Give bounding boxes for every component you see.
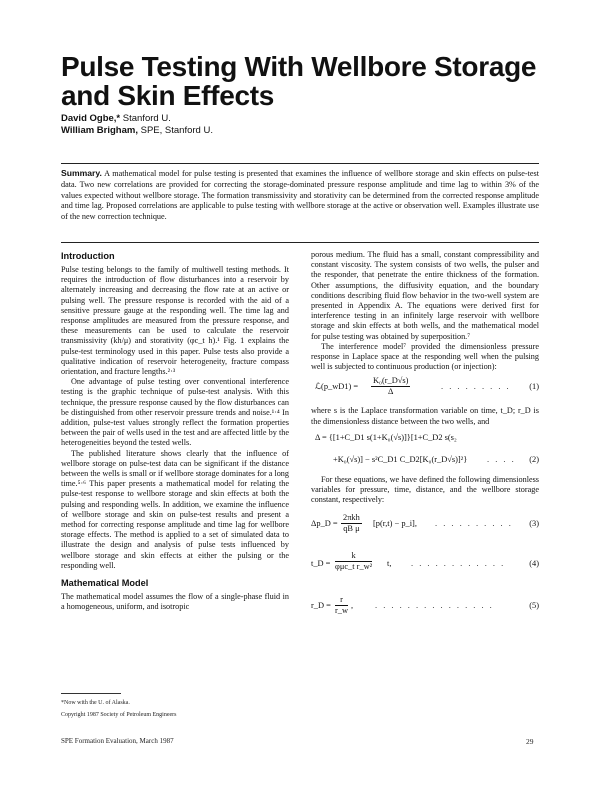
author-2-name: William Brigham,	[61, 125, 138, 136]
intro-heading: Introduction	[61, 251, 115, 261]
right-paragraph-4: For these equations, we have defined the following dimensionless variables for pressure, time, distance, and the wellbore storage constant, respectively:	[311, 474, 539, 505]
eq1-denominator: Δ	[388, 387, 394, 397]
eq1-leader-dots: . . . . . . . . .	[441, 382, 511, 392]
summary-label: Summary.	[61, 168, 102, 178]
author-2-affiliation: SPE, Stanford U.	[140, 125, 213, 136]
eq4-number: (4)	[529, 559, 539, 569]
author-1	[61, 113, 541, 125]
eq4-lhs: t_D =	[311, 559, 331, 569]
right-paragraph-1: porous medium. The fluid has a small, constant compressibility and constant viscosity. The system consists of two wells, the pulser and the responder, that penetrate the entire thickness of the formation. Other assumptions, the diffusivity equation, and the boundary conditions describing fluid flow behavior in the two-well system are presented in Appendix A. The equations were derived first for interference testing in an infinitely large reservoir with wellbore storage and skin effects at both wells, and the mathematical model for pulse testing was obtained by superposition.⁷	[311, 250, 539, 341]
eq4-leader-dots: . . . . . . . . . . . .	[411, 559, 506, 569]
author-1-affiliation: Stanford U.	[122, 113, 171, 124]
eq5-numerator: r	[335, 595, 348, 606]
eq5-rhs: ,	[351, 601, 354, 611]
eq2-leader-dots: . . . .	[487, 454, 516, 464]
eq4-numerator: k	[335, 551, 372, 562]
eq3-leader-dots: . . . . . . . . . .	[435, 519, 513, 529]
eq5-denominator: r_w	[335, 606, 349, 616]
equation-4	[311, 551, 539, 581]
intro-paragraph-3: The published literature shows clearly that the influence of wellbore storage on pulse-test data can be significant if the distance between the wells is small or if wellbore storage dominates for a long time.⁵·⁶ This paper presents a mathematical model for relating the pulse-test response to wellbore storage and skin effects at both the pulsing and responding wells. In addition, we examine the influence of wellbore storage and skin on pulse-test results and present a method for correcting response amplitude and time lag for wellbore storage effects. The method is applied to a set of simulated data to illustrate the design and analysis of pulse tests influenced by wellbore storage and skin effects at either the pulsing or the responding well.	[61, 448, 289, 570]
left-column	[61, 250, 289, 613]
intro-paragraph-2: One advantage of pulse testing over conventional interference testing is the graphic technique of pulse-test analysis. With this technique, the pressure response caused by the flow disturbances can be distinguished from other reservoir pressure trends and noise.¹·⁴ In addition, pulse-test values strongly reflect the formation properties between the pair of wells used in the test and are affected little by the heterogeneities beyond the tested wells.	[61, 377, 289, 448]
equation-1	[311, 376, 539, 402]
eq3-denominator: qB μ	[343, 524, 360, 534]
eq1-numerator: K₀(r_D√s)	[373, 376, 409, 386]
eq5-lhs: r_D =	[311, 601, 331, 611]
author-list	[61, 113, 541, 137]
eq3-fraction	[341, 513, 362, 534]
equation-2	[311, 431, 539, 471]
eq3-lhs: Δp_D =	[311, 519, 338, 529]
page-number: 29	[526, 737, 534, 746]
eq1-number: (1)	[529, 382, 539, 392]
eq5-leader-dots: . . . . . . . . . . . . . . .	[375, 601, 494, 611]
eq4-denominator: φμc_t r_w²	[335, 562, 373, 572]
journal-footer: SPE Formation Evaluation, March 1987	[61, 737, 174, 745]
footnotes	[61, 697, 289, 721]
summary-text: A mathematical model for pulse testing is presented that examines the influence of wellbore storage and skin effects on pulse-test data. Two new correlations are provided for correcting the storage-dominated pressure response amplitude and time lag to within 3% of the values expected without wellbore storage. The formation transmissivity and storativity can be determined from the corrected response amplitude and time lag. Proposed correlations are applicable to pulse testing with wellbore storage at the active or observation well. Examples illustrate use of the new correction technique.	[61, 169, 539, 222]
right-paragraph-2: The interference model⁷ provided the dimensionless pressure response in Laplace space at the responding well when the pulsing well is subjected to continuous production (or injection):	[311, 341, 539, 372]
summary-bottom-rule	[61, 242, 539, 243]
footnote-affiliation: *Now with the U. of Alaska.	[61, 700, 130, 706]
footnote-rule	[61, 693, 121, 694]
right-paragraph-3: where s is the Laplace transformation variable on time, t_D; r_D is the dimensionless distance between the two wells, and	[311, 406, 539, 426]
summary-block	[61, 168, 539, 223]
eq1-fraction	[371, 376, 410, 397]
paper-title: Pulse Testing With Wellbore Storage and Skin Effects	[61, 51, 537, 111]
eq3-number: (3)	[529, 519, 539, 529]
summary-top-rule	[61, 163, 539, 164]
author-2	[61, 125, 541, 137]
equation-5	[311, 595, 539, 621]
eq3-numerator: 2πkh	[343, 513, 360, 523]
eq5-fraction	[335, 595, 348, 616]
eq4-fraction	[335, 551, 372, 572]
model-paragraph-1: The mathematical model assumes the flow of a single-phase fluid in a homogeneous, uniform, and isotropic	[61, 592, 289, 612]
model-heading: Mathematical Model	[61, 578, 149, 589]
eq1-lhs: ℒ(p_wD1) =	[315, 382, 359, 392]
eq2-number: (2)	[529, 454, 539, 464]
eq3-rhs: [p(r,t) − p_i],	[373, 519, 417, 529]
intro-paragraph-1: Pulse testing belongs to the family of multiwell testing methods. It requires the introduction of flow disturbances into a reservoir by alternately increasing and decreasing the flow rate at an active or pulsing well. The pressure response is recorded with the aid of a sensitive pressure gauge at the responding well. The time lag and response amplitudes are measured from the pressure response, and these measurements can be used to calculate the reservoir transmissivity (kh/μ) and storativity (φc_t h).¹ Fig. 1 explains the pulse-test terminology used in this paper. Pulse tests also provide a qualitative indication of reservoir heterogeneity, fracture compass orientation, and fracture lengths.²·³	[61, 265, 289, 377]
eq2-line-2: +K₀(√s)] − s²C_D1 C_D2[K₀(r_D√s)]²}	[333, 454, 468, 464]
footnote-copyright: Copyright 1987 Society of Petroleum Engineers	[61, 712, 177, 718]
eq5-number: (5)	[529, 601, 539, 611]
equation-3	[311, 513, 539, 539]
eq4-rhs: t,	[387, 559, 392, 569]
author-1-name: David Ogbe,*	[61, 113, 121, 124]
eq2-line-1: Δ = {[1+C_D1 s(1+K₀(√s)]}[1+C_D2 s(s₂	[315, 432, 457, 442]
right-column	[311, 250, 539, 625]
